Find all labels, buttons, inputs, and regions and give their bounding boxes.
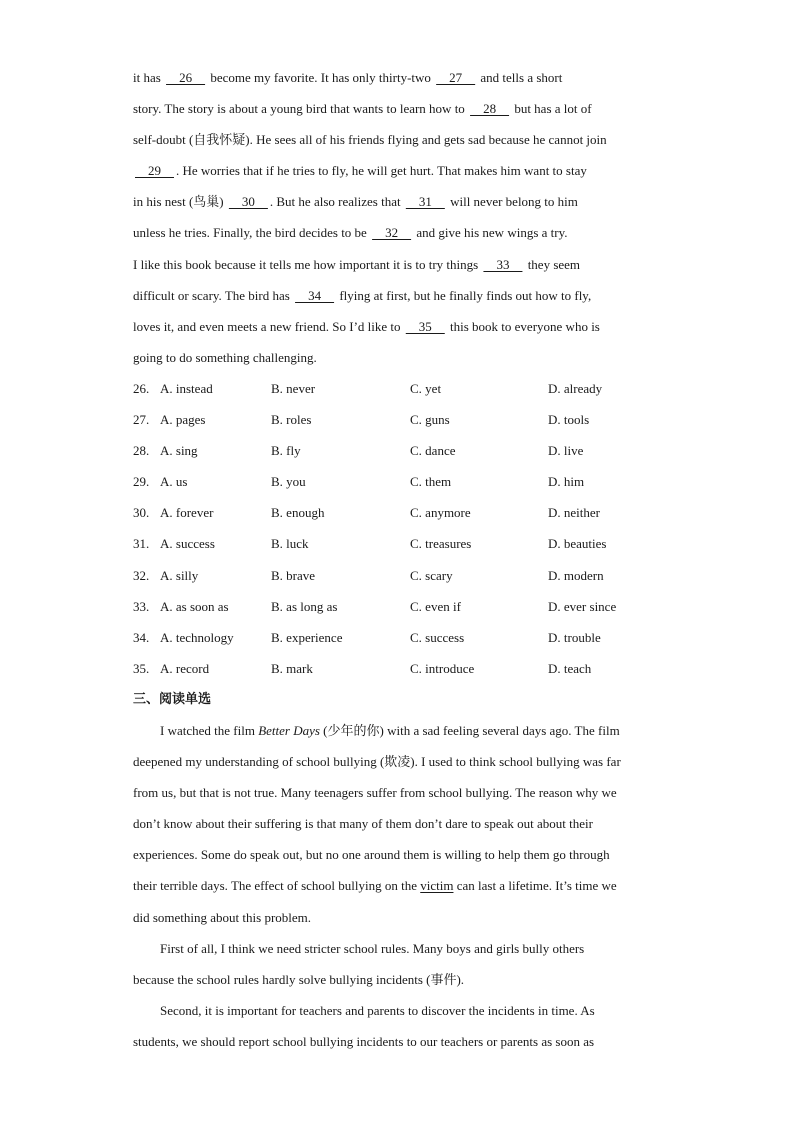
passage-line [133,280,663,311]
option-b[interactable]: B. you [271,474,306,490]
question-row [133,622,663,653]
text-segment: . But he also realizes that [269,194,404,210]
reading-line [133,995,663,1026]
passage-line [133,311,663,342]
option-c[interactable]: C. guns [410,412,450,428]
text-segment: and tells a short [477,70,563,85]
option-b[interactable]: B. luck [271,536,309,552]
option-b[interactable]: B. never [271,380,316,396]
question-number: 26. [133,380,150,396]
text-segment: and give his new wings a try. [413,225,568,241]
text-segment: their terrible days. The effect of school bullying on the [133,878,421,894]
option-d[interactable]: D. live [548,443,584,459]
answer-blank: 34 [295,287,335,303]
reading-line [133,715,663,746]
reading-line [133,933,663,964]
option-d[interactable]: D. tools [548,412,590,428]
option-c[interactable]: C. introduce [410,660,475,676]
text-segment: story. The story is about a young bird that wants to learn how to [133,101,469,117]
answer-blank: 29 [135,163,174,179]
passage-line [133,124,663,155]
option-d[interactable]: D. neither [548,505,600,521]
reading-line [133,808,663,839]
option-b[interactable]: B. enough [271,505,325,521]
reading-line [133,964,663,995]
question-row [133,435,663,466]
question-row [133,560,663,591]
question-row [133,497,663,528]
question-number: 27. [133,412,150,428]
question-number: 32. [133,567,150,583]
option-a[interactable]: A. forever [160,505,214,521]
option-d[interactable]: D. already [548,380,603,396]
question-row [133,466,663,497]
text-segment: unless he tries. Finally, the bird decides to be [133,225,371,241]
question-row [133,653,663,684]
question-row [133,404,663,435]
worksheet-page [133,62,663,1057]
option-a[interactable]: A. record [160,660,210,676]
option-c[interactable]: C. success [410,629,465,645]
question-number: 28. [133,443,150,459]
text-segment: become my favorite. It has only thirty-two [207,70,435,85]
answer-blank: 26 [166,70,206,85]
text-segment: flying at first, but he finally finds out how to fly, [336,287,592,303]
answer-blank: 35 [405,318,445,334]
text-segment: going to do something challenging. [133,349,317,365]
passage-line [133,186,663,217]
text-segment: don’t know about their suffering is that many of them don’t dare to speak out about their [133,816,593,832]
option-d[interactable]: D. beauties [548,536,607,552]
text-segment: First of all, I think we need stricter school rules. Many boys and girls bully others [160,940,585,956]
passage-line [133,217,663,248]
text-segment: deepened my understanding of school bullying (欺凌). I used to think school bullying was far [133,754,621,770]
text-segment: students, we should report school bullying incidents to our teachers or parents as soon as [133,1033,595,1049]
option-d[interactable]: D. trouble [548,629,601,645]
option-d[interactable]: D. teach [548,660,592,676]
question-number: 31. [133,536,150,552]
answer-blank: 27 [436,70,476,85]
reading-passage [133,715,663,1057]
text-segment: it has [133,70,165,85]
answer-blank: 32 [372,225,412,241]
reading-line [133,1026,663,1057]
text-segment: did something about this problem. [133,909,312,925]
question-number: 35. [133,660,150,676]
question-number: 29. [133,474,150,490]
option-a[interactable]: A. pages [160,412,206,428]
text-segment: but has a lot of [511,101,592,117]
underlined-word: victim [420,878,454,894]
reading-line [133,870,663,901]
text-segment: . He worries that if he tries to fly, he will get hurt. That makes him want to stay [176,163,587,179]
option-b[interactable]: B. brave [271,567,316,583]
text-segment: they seem [524,256,581,272]
text-segment: (少年的你) with a sad feeling several days ago. The film [319,722,620,738]
passage-line [133,249,663,280]
section-title: 三、阅读单选 [133,691,212,707]
question-number: 34. [133,629,150,645]
option-a[interactable]: A. as soon as [160,598,229,614]
reading-line [133,777,663,808]
passage-line [133,93,663,124]
answer-blank: 30 [228,194,268,210]
option-b[interactable]: B. mark [271,660,313,676]
option-c[interactable]: C. yet [410,380,442,396]
option-d[interactable]: D. modern [548,567,604,583]
answer-blank: 33 [483,256,523,272]
option-a[interactable]: A. silly [160,567,199,583]
text-segment: will never belong to him [446,194,578,210]
option-a[interactable]: A. success [160,536,215,552]
text-segment: difficult or scary. The bird has [133,287,294,303]
text-segment: can last a lifetime. It’s time we [453,878,617,894]
text-segment: loves it, and even meets a new friend. So I’d like to [133,318,404,334]
passage-line [133,155,663,186]
question-number: 30. [133,505,150,521]
option-a[interactable]: A. instead [160,380,213,396]
option-c[interactable]: C. treasures [410,536,472,552]
text-segment: I like this book because it tells me how important it is to try things [133,256,482,272]
option-a[interactable]: A. us [160,474,188,490]
answer-blank: 31 [405,194,445,210]
text-segment: in his nest (鸟巢) [133,194,227,210]
film-title: Better Days [258,722,320,738]
option-a[interactable]: A. technology [160,629,234,645]
reading-line [133,902,663,933]
question-row [133,373,663,404]
option-b[interactable]: B. experience [271,629,343,645]
cloze-passage [133,62,663,373]
cloze-questions [133,373,663,684]
question-row [133,528,663,559]
option-c[interactable]: C. even if [410,598,461,614]
question-number: 33. [133,598,150,614]
passage-line [133,62,663,93]
answer-blank: 28 [470,101,510,117]
passage-line [133,342,663,373]
text-segment: experiences. Some do speak out, but no one around them is willing to help them go through [133,847,610,863]
option-b[interactable]: B. roles [271,412,312,428]
option-c[interactable]: C. dance [410,443,456,459]
text-segment: I watched the film [160,722,259,738]
option-c[interactable]: C. them [410,474,452,490]
question-row [133,591,663,622]
text-segment: Second, it is important for teachers and parents to discover the incidents in time. As [160,1002,595,1018]
option-b[interactable]: B. fly [271,443,301,459]
option-d[interactable]: D. him [548,474,585,490]
text-segment: self-doubt (自我怀疑). He sees all of his friends flying and gets sad because he cannot join [133,132,607,148]
text-segment: because the school rules hardly solve bullying incidents (事件). [133,971,465,987]
reading-line [133,839,663,870]
option-a[interactable]: A. sing [160,443,198,459]
option-c[interactable]: C. anymore [410,505,471,521]
option-b[interactable]: B. as long as [271,598,338,614]
text-segment: from us, but that is not true. Many teenagers suffer from school bullying. The reason why we [133,785,617,801]
text-segment: this book to everyone who is [446,318,600,334]
option-c[interactable]: C. scary [410,567,453,583]
reading-line [133,746,663,777]
option-d[interactable]: D. ever since [548,598,617,614]
